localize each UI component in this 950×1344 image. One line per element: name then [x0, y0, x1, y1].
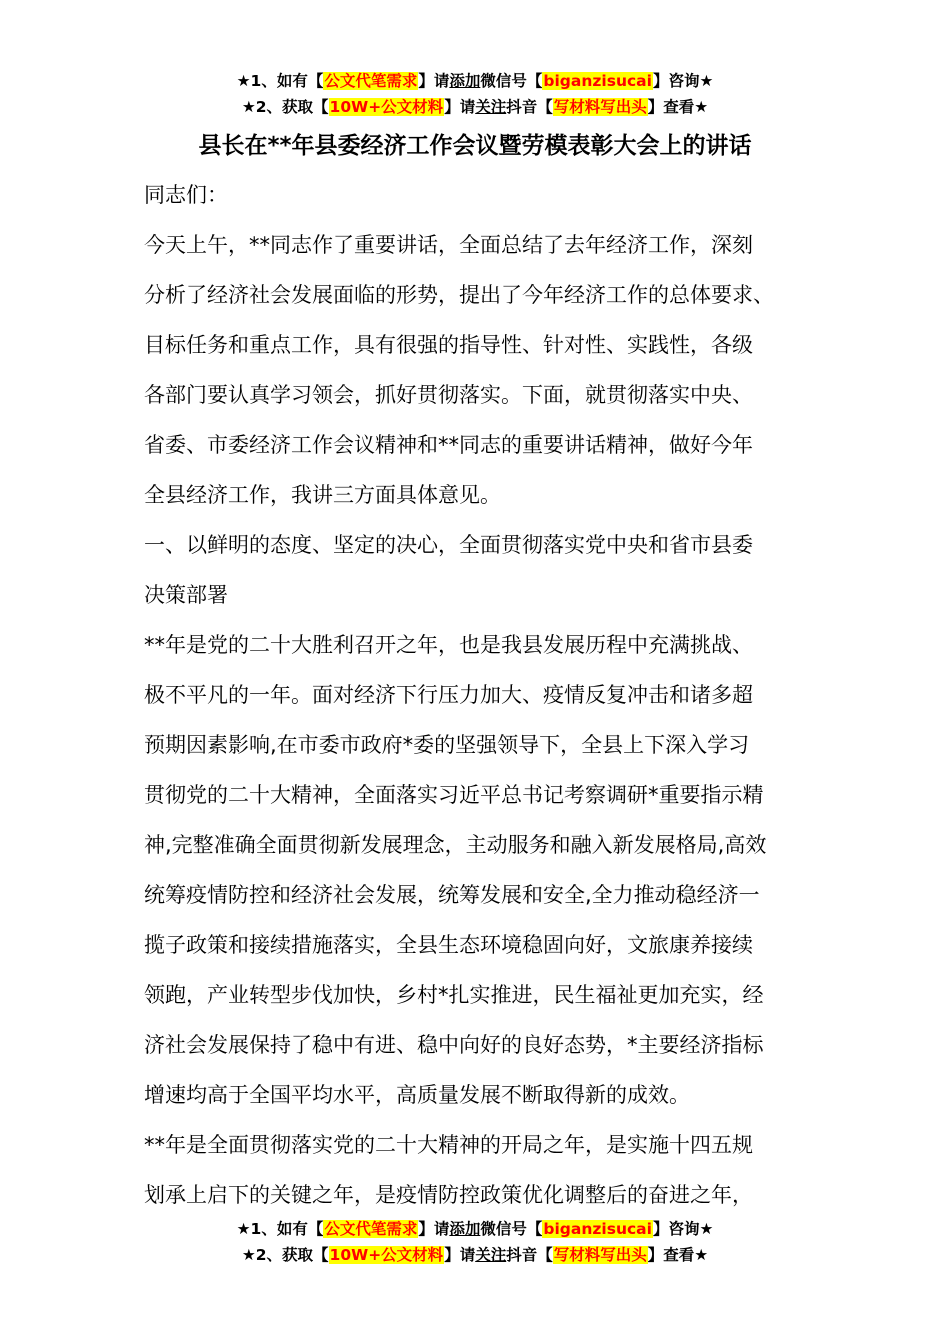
text-line: 揽子政策和接续措施落实，全县生态环境稳固向好，文旅康养接续: [144, 933, 753, 957]
text-line: 同志们：: [144, 183, 228, 207]
banner-line-1: [0, 1216, 950, 1242]
text-line: 领跑，产业转型步伐加快，乡村*扎实推进，民生福祉更加充实，经: [144, 983, 764, 1007]
text-line: 省委、市委经济工作会议精神和**同志的重要讲话精神，做好今年: [144, 433, 753, 457]
banner-underline-text: 关注: [475, 1246, 507, 1264]
section-heading-line: 一、以鲜明的态度、坚定的决心，全面贯彻落实党中央和省市县委: [144, 533, 753, 557]
banner-text: ★2、获取【: [241, 1246, 329, 1264]
text-line: 贯彻党的二十大精神，全面落实习近平总书记考察调研*重要指示精: [144, 783, 764, 807]
text-line: 今天上午，**同志作了重要讲话，全面总结了去年经济工作，深刻: [144, 233, 753, 257]
banner-highlight: 10W+公文材料: [329, 98, 444, 116]
banner-highlight: 10W+公文材料: [329, 1246, 444, 1264]
text-line: 各部门要认真学习领会，抓好贯彻落实。下面，就贯彻落实中央、: [144, 383, 753, 407]
text-line: 统筹疫情防控和经济社会发展，统筹发展和安全,全力推动稳经济一: [144, 883, 760, 907]
banner-highlight: 公文代笔需求: [324, 1220, 418, 1238]
banner-highlight: biganzisucai: [543, 1220, 652, 1238]
document-title: 县长在**年县委经济工作会议暨劳模表彰大会上的讲话: [198, 133, 752, 159]
banner-highlight: 写材料写出头: [553, 1246, 647, 1264]
banner-text: 抖音【: [506, 98, 553, 116]
banner-line-2: [0, 94, 950, 120]
banner-text: 】查看★: [647, 1246, 709, 1264]
banner-line-1: [0, 68, 950, 94]
text-line: **年是党的二十大胜利召开之年，也是我县发展历程中充满挑战、: [144, 633, 753, 657]
banner-text: 微信号【: [480, 72, 543, 90]
section-heading-line: 决策部署: [144, 583, 228, 607]
text-line: 神,完整准确全面贯彻新发展理念，主动服务和融入新发展格局,高效: [144, 833, 767, 857]
banner-text: 】咨询★: [652, 1220, 714, 1238]
banner-text: ★2、获取【: [241, 98, 329, 116]
text-line: 增速均高于全国平均水平，高质量发展不断取得新的成效。: [144, 1083, 690, 1107]
text-line: 济社会发展保持了稳中有进、稳中向好的良好态势，*主要经济指标: [144, 1033, 764, 1057]
banner-text: 】咨询★: [652, 72, 714, 90]
banner-text: 抖音【: [506, 1246, 553, 1264]
banner-underline-text: 添加: [449, 1220, 481, 1238]
banner-underline-text: 关注: [475, 98, 507, 116]
text-line: 预期因素影响,在市委市政府*委的坚强领导下，全县上下深入学习: [144, 733, 750, 757]
banner-highlight: 公文代笔需求: [324, 72, 418, 90]
banner-text: 】请: [418, 72, 450, 90]
banner-text: ★1、如有【: [236, 72, 324, 90]
document-body: [144, 170, 824, 1220]
banner-underline-text: 添加: [449, 72, 481, 90]
banner-text: 】请: [444, 98, 476, 116]
text-line: 极不平凡的一年。面对经济下行压力加大、疫情反复冲击和诸多超: [144, 683, 753, 707]
text-line: 目标任务和重点工作，具有很强的指导性、针对性、实践性，各级: [144, 333, 753, 357]
banner-text: ★1、如有【: [236, 1220, 324, 1238]
text-line: **年是全面贯彻落实党的二十大精神的开局之年，是实施十四五规: [144, 1133, 753, 1157]
text-line: 划承上启下的关键之年，是疫情防控政策优化调整后的奋进之年，: [144, 1183, 753, 1207]
text-line: 分析了经济社会发展面临的形势，提出了今年经济工作的总体要求、: [144, 283, 774, 307]
banner-text: 】查看★: [647, 98, 709, 116]
header-banner: [0, 68, 950, 120]
banner-text: 】请: [418, 1220, 450, 1238]
footer-banner: [0, 1216, 950, 1268]
banner-highlight: 写材料写出头: [553, 98, 647, 116]
banner-line-2: [0, 1242, 950, 1268]
banner-text: 微信号【: [480, 1220, 543, 1238]
banner-text: 】请: [444, 1246, 476, 1264]
banner-highlight: biganzisucai: [543, 72, 652, 90]
text-line: 全县经济工作，我讲三方面具体意见。: [144, 483, 501, 507]
